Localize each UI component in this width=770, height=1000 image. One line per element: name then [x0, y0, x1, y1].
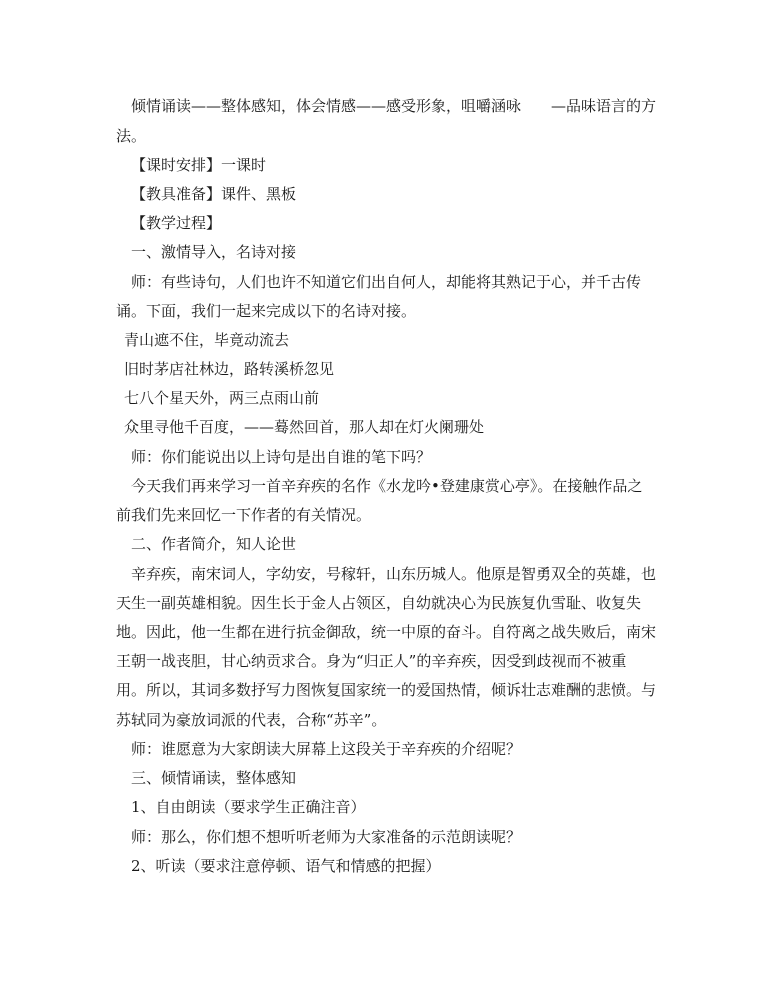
text-line: 辛弃疾，南宋词人，字幼安，号稼轩，山东历城人。他原是智勇双全的英雄，也 [131, 565, 657, 583]
section-heading-class-hours: 【课时安排】一课时 [131, 156, 267, 174]
text-line: 诵。下面，我们一起来完成以下的名诗对接。 [116, 302, 417, 320]
subheading-author: 二、作者简介，知人论世 [131, 535, 297, 553]
text-line: 法。 [116, 127, 147, 145]
list-item: 2、听读（要求注意停顿、语气和情感的把握） [131, 857, 441, 875]
text-line: 地。因此，他一生都在进行抗金御敌，统一中原的奋斗。自符离之战失败后，南宋 [116, 623, 657, 641]
text-line: 今天我们再来学习一首辛弃疾的名作《水龙吟•登建康赏心亭》。在接触作品之 [131, 477, 643, 495]
text-line: 前我们先来回忆一下作者的有关情况。 [116, 506, 372, 524]
section-heading-materials: 【教具准备】课件、黑板 [131, 185, 297, 203]
poem-line: 旧时茅店社林边，路转溪桥忽见 [124, 360, 335, 378]
poem-line: 七八个星天外，两三点雨山前 [124, 389, 320, 407]
section-heading-process: 【教学过程】 [131, 214, 222, 232]
text-line: 师：你们能说出以上诗句是出自谁的笔下吗？ [131, 448, 432, 466]
subheading-reading: 三、倾情诵读，整体感知 [131, 769, 297, 787]
text-line: 苏轼同为豪放词派的代表，合称“苏辛”。 [116, 711, 387, 729]
text-line: 用。所以，其词多数抒写力图恢复国家统一的爱国热情，倾诉壮志难酬的悲愤。与 [116, 681, 657, 699]
text-line: 倾情诵读——整体感知，体会情感——感受形象，咀嚼涵咏 —品味语言的方 [131, 97, 657, 115]
poem-line: 众里寻他千百度，——蓦然回首，那人却在灯火阑珊处 [124, 418, 485, 436]
text-line: 天生一副英雄相貌。因生长于金人占领区，自幼就决心为民族复仇雪耻、收复失 [116, 594, 642, 612]
subheading-intro: 一、激情导入，名诗对接 [131, 243, 297, 261]
poem-line: 青山遮不住，毕竟动流去 [124, 331, 290, 349]
list-item: 1、自由朗读（要求学生正确注音） [131, 798, 366, 816]
text-line: 师：谁愿意为大家朗读大屏幕上这段关于辛弃疾的介绍呢？ [131, 740, 522, 758]
text-line: 师：有些诗句，人们也许不知道它们出自何人，却能将其熟记于心，并千古传 [131, 273, 642, 291]
text-line: 师：那么，你们想不想听听老师为大家准备的示范朗读呢？ [131, 828, 522, 846]
text-line: 王朝一战丧胆，甘心纳贡求合。身为“归正人”的辛弃疾，因受到歧视而不被重 [116, 652, 627, 670]
